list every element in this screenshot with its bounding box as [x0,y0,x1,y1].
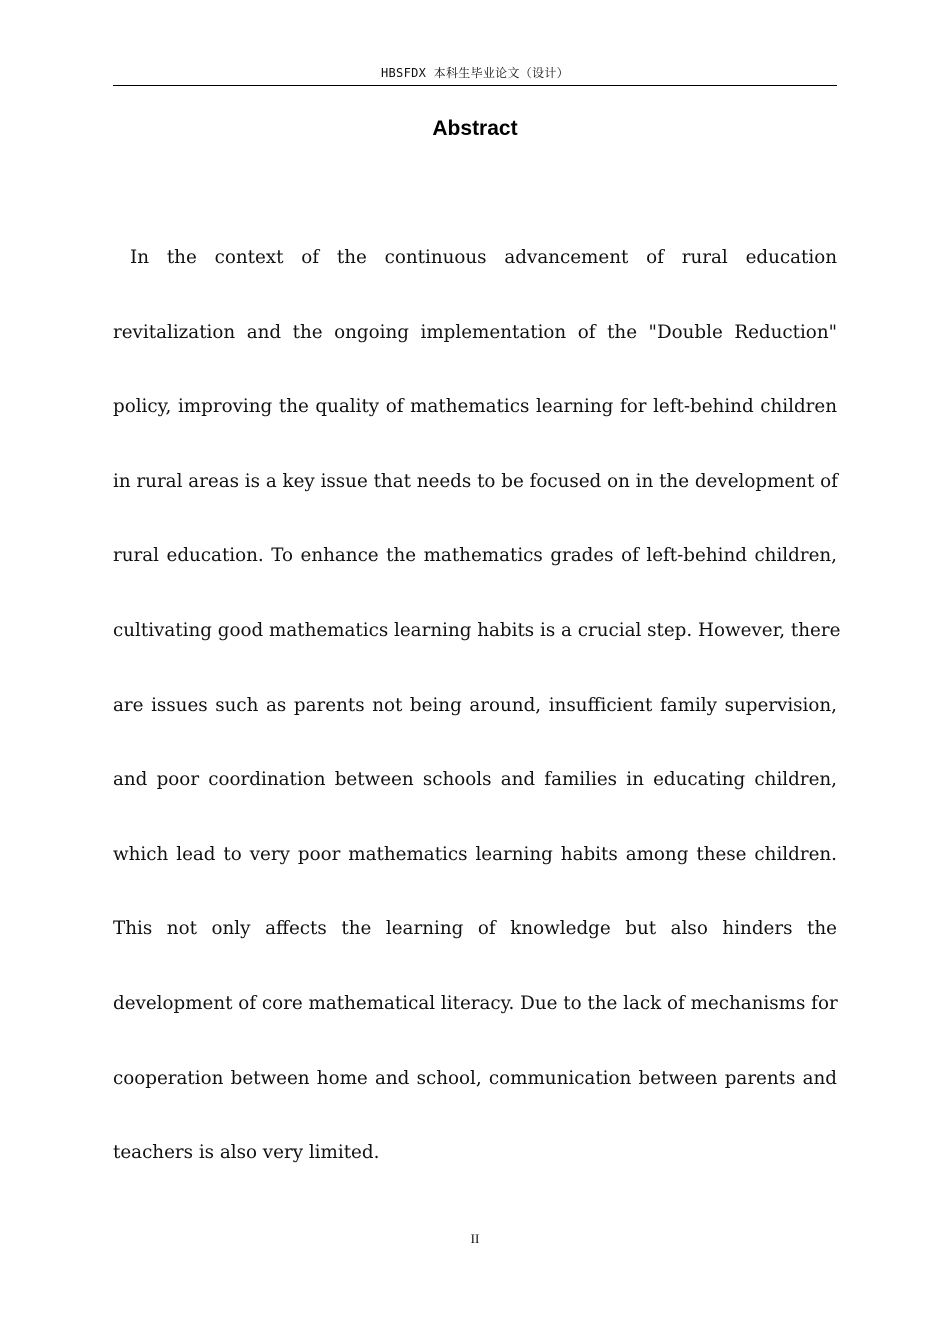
abstract-body [113,221,841,1191]
abstract-line: cooperation between home and school, communication between parents and [113,1067,837,1089]
running-header: HBSFDX 本科生毕业论文（设计） [381,66,569,80]
abstract-line: revitalization and the ongoing implementation of the "Double Reduction" [113,321,837,343]
abstract-title: Abstract [432,117,518,140]
abstract-line: This not only affects the learning of knowledge but also hinders the [113,918,837,940]
abstract-line: which lead to very poor mathematics learning habits among these children. [113,843,837,865]
abstract-line: policy, improving the quality of mathematics learning for left-behind children [113,396,837,418]
abstract-line: rural education. To enhance the mathematics grades of left-behind children, [113,545,837,567]
abstract-line: In the context of the continuous advancement of rural education [130,247,837,268]
page-number: II [470,1231,480,1246]
abstract-line: are issues such as parents not being around, insufficient family supervision, [113,694,837,716]
abstract-line: development of core mathematical literacy. Due to the lack of mechanisms for [113,992,838,1014]
header-rule [113,85,837,86]
abstract-line: in rural areas is a key issue that needs to be focused on in the development of [113,470,838,492]
abstract-line: cultivating good mathematics learning habits is a crucial step. However, there [113,619,841,641]
abstract-line: teachers is also very limited. [113,1142,380,1164]
abstract-line: and poor coordination between schools and families in educating children, [113,769,837,791]
